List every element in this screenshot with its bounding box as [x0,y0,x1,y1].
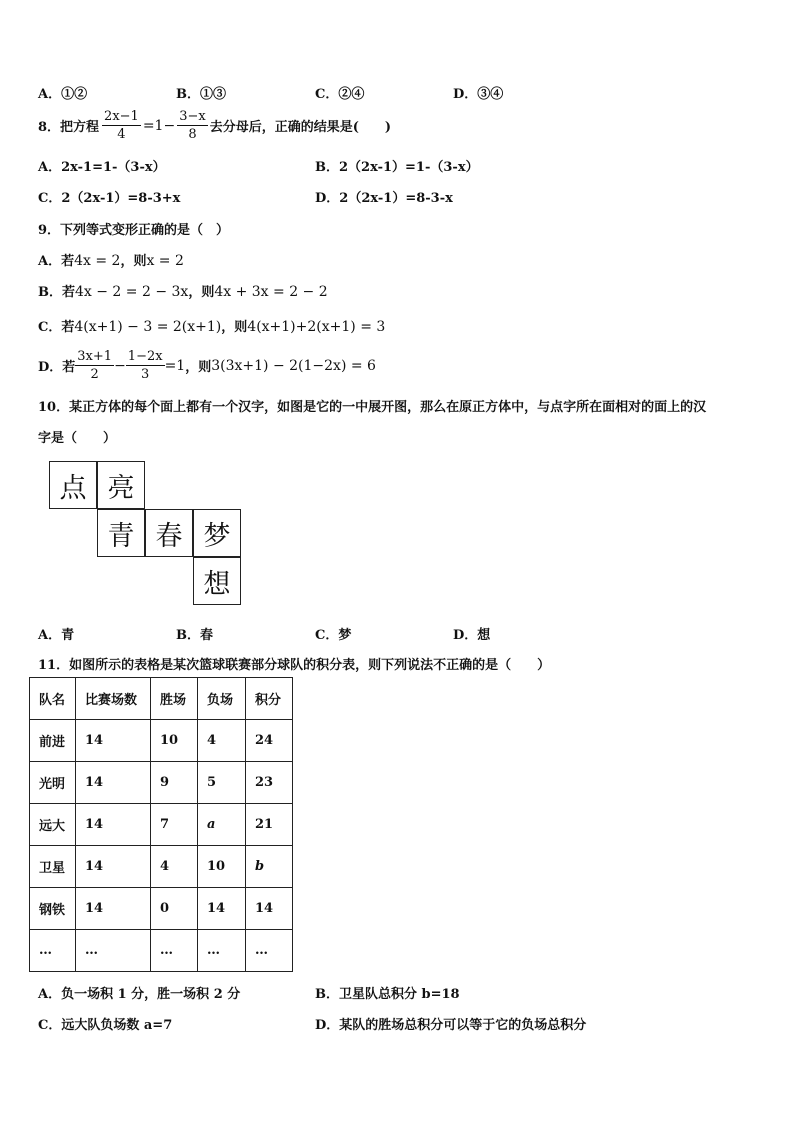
q9-c-math-2: 4(x+1)+2(x+1) = 3 [247,319,386,335]
table-cell: 14 [76,804,151,846]
q10-option-a: A．青 [38,628,75,643]
q9-d-frac1-numerator: 3x+1 [77,349,113,364]
table-cell: 14 [76,888,151,930]
q9-a-math-2: x = 2 [146,253,184,269]
q9-b-math-1: 4x − 2 = 2 − 3x [75,284,189,300]
cube-face-5: 梦 [193,509,241,557]
table-cell: 前进 [30,720,76,762]
q8-fraction-1 [102,108,141,143]
q8-option-d: D．2（2x-1）=8-3-x [315,191,453,206]
table-row [30,846,293,888]
table-cell: 钢铁 [30,888,76,930]
q8-option-c: C．2（2x-1）=8-3+x [38,191,181,206]
q9-a-math-1: 4x = 2 [74,253,121,269]
q8-stem [38,108,391,143]
q9-d-minus: − [114,357,126,374]
q9-d-math-2: 3(3x+1) − 2(1−2x) = 6 [211,357,376,374]
q8-option-a: A．2x-1=1-（3-x） [38,160,166,175]
table-cell: 远大 [30,804,76,846]
table-cell: a [198,804,246,846]
table-cell: 0 [151,888,198,930]
q8-option-b: B．2（2x-1）=1-（3-x） [315,160,479,175]
table-cell: 14 [76,720,151,762]
table-cell: b [246,846,293,888]
q9-d-frac2-numerator: 1−2x [127,349,163,364]
q9-c-math-1: 4(x+1) − 3 = 2(x+1) [74,319,222,335]
q10-option-c: C．梦 [315,628,352,643]
table-cell: 9 [151,762,198,804]
q9-d-frac1-denominator: 2 [90,367,99,382]
table-cell: 14 [198,888,246,930]
table-cell: 21 [246,804,293,846]
q9-d-frac2-denominator: 3 [141,367,150,382]
q10-option-b: B．春 [176,628,213,643]
table-cell: 卫星 [30,846,76,888]
q9-d-equals: =1 [164,357,186,374]
table-row [30,930,293,972]
table-header-cell: 队名 [30,678,76,720]
q8-stem-post: 去分母后，正确的结果是( ) [209,120,392,135]
q8-frac2-numerator: 3−x [179,109,206,124]
q8-fraction-2 [177,108,208,143]
q10-stem-line-1: 10．某正方体的每个面上都有一个汉字，如图是它的一中展开图，那么在原正方体中，与点字所在面相对的面上的汉 [38,400,707,415]
table-row [30,720,293,762]
table-row [30,762,293,804]
cube-face-4: 春 [145,509,193,557]
table-cell: 4 [151,846,198,888]
table-cell: 14 [76,846,151,888]
q7-option-b: B．①③ [176,87,226,102]
table-row [30,888,293,930]
table-cell: … [76,930,151,972]
table-header-row [30,678,293,720]
table-cell: … [246,930,293,972]
cube-face-3: 青 [97,509,145,557]
q9-b-label: B．若 [38,285,75,300]
table-cell: 10 [198,846,246,888]
cube-face-2: 亮 [97,461,145,509]
q9-d-then: ，则 [185,360,212,375]
q9-d-fraction-1 [75,348,114,383]
table-header-cell: 比赛场数 [76,678,151,720]
q8-frac1-numerator: 2x−1 [104,109,139,124]
q8-frac1-denominator: 4 [117,127,126,142]
q9-d-label: D．若 [38,360,76,375]
table-cell: … [30,930,76,972]
q9-d-fraction-2 [126,348,165,383]
q11-option-b: B．卫星队总积分 b=18 [315,987,460,1002]
table-cell: 23 [246,762,293,804]
q7-option-a: A．①② [38,87,88,102]
q9-c-then: ，则 [221,320,248,335]
table-cell: 7 [151,804,198,846]
q9-a-then: ，则 [120,254,147,269]
table-cell: 14 [246,888,293,930]
q7-option-c: C．②④ [315,87,365,102]
table-cell: 5 [198,762,246,804]
table-cell: 24 [246,720,293,762]
table-row [30,804,293,846]
q9-b-then: ，则 [188,285,215,300]
table-cell: … [151,930,198,972]
q9-option-b [38,281,328,300]
q9-a-label: A．若 [38,254,75,269]
table-cell: 10 [151,720,198,762]
table-header-cell: 负场 [198,678,246,720]
cube-face-6: 想 [193,557,241,605]
q11-option-a: A．负一场积 1 分，胜一场积 2 分 [38,987,241,1002]
q9-b-math-2: 4x + 3x = 2 − 2 [214,284,328,300]
q8-equals: =1− [142,117,176,134]
q9-option-c [38,316,385,335]
table-cell: … [198,930,246,972]
q8-stem-pre: 8．把方程 [38,120,100,135]
q11-option-d: D．某队的胜场总积分可以等于它的负场总积分 [315,1018,587,1033]
q11-option-c: C．远大队负场数 a=7 [38,1018,173,1033]
q9-option-d [38,348,376,383]
cube-face-1: 点 [49,461,97,509]
q10-option-d: D．想 [453,628,491,643]
score-table [29,677,293,972]
table-cell: 4 [198,720,246,762]
q10-stem-line-2: 字是（ ） [38,431,117,446]
table-header-cell: 积分 [246,678,293,720]
q9-c-label: C．若 [38,320,75,335]
q11-stem: 11．如图所示的表格是某次篮球联赛部分球队的积分表，则下列说法不正确的是（ ） [38,658,551,673]
table-header-cell: 胜场 [151,678,198,720]
table-cell: 14 [76,762,151,804]
q7-option-d: D．③④ [453,87,504,102]
q9-stem: 9．下列等式变形正确的是（ ） [38,223,230,238]
q9-option-a [38,250,184,269]
table-cell: 光明 [30,762,76,804]
q8-frac2-denominator: 8 [188,127,197,142]
